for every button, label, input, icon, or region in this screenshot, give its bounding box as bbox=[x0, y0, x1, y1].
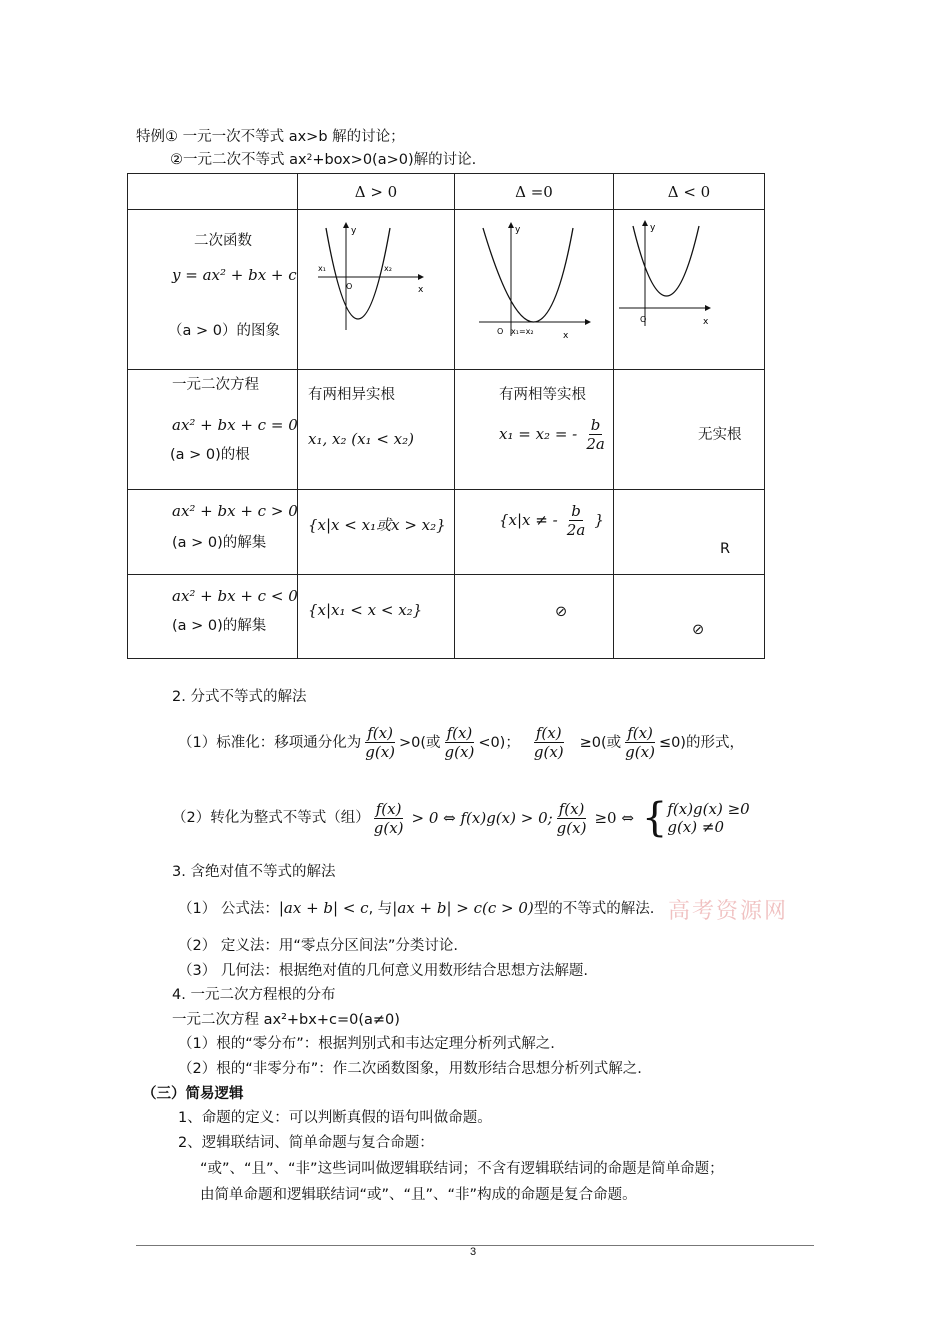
roots-cell-zero bbox=[455, 370, 614, 490]
section4-title: 4. 一元二次方程根的分布 bbox=[172, 987, 336, 1003]
section4-item2: （2）根的“非零分布”：作二次函数图象，用数形结合思想分析列式解之. bbox=[178, 1061, 642, 1077]
section3-item3: （3） 几何法：根据绝对值的几何意义用数形结合思想方法解题. bbox=[178, 963, 588, 979]
roots-positive-text: 有两相异实根 bbox=[308, 387, 395, 403]
row-graph-label bbox=[128, 210, 298, 370]
lt-cell-zero bbox=[455, 575, 614, 659]
gt-cell-negative bbox=[614, 490, 765, 575]
lt-label-eq: ax² + bx + c < 0 bbox=[172, 587, 298, 605]
row-gt-label bbox=[128, 490, 298, 575]
graph3-y-label: y bbox=[650, 223, 656, 233]
header-delta-zero: Δ =0 bbox=[455, 174, 614, 210]
gt-negative-set: R bbox=[720, 541, 731, 557]
roots-zero-math: x₁ = x₂ = - $\frac{b}{2a}$ bbox=[499, 416, 605, 453]
roots-cell-positive bbox=[298, 370, 455, 490]
roots-zero-text: 有两相等实根 bbox=[499, 387, 586, 403]
graph-cell-positive bbox=[298, 210, 455, 370]
graph1-origin-label: O bbox=[346, 282, 353, 291]
graph1-x2-label: x₂ bbox=[384, 264, 392, 273]
header-empty-cell bbox=[128, 174, 298, 210]
logic-item2: 2、逻辑联结词、简单命题与复合命题： bbox=[178, 1135, 434, 1151]
graph-label-cond: （a > 0）的图象 bbox=[168, 323, 280, 339]
gt-label-eq: ax² + bx + c > 0 bbox=[172, 502, 298, 520]
intro-line-2: ②一元二次不等式 $ax^2+box>0(a>0)$解的讨论. bbox=[170, 152, 477, 168]
logic-line3: “或”、“且”、“非”这些词叫做逻辑联结词；不含有逻辑联结词的命题是简单命题； bbox=[200, 1161, 724, 1177]
lt-label-cond: (a > 0)的解集 bbox=[172, 618, 267, 634]
parabola-no-root-graph bbox=[619, 216, 729, 336]
parabola-double-root-graph bbox=[475, 218, 595, 343]
graph-cell-zero bbox=[455, 210, 614, 370]
logic-heading: （三）简易逻辑 bbox=[142, 1086, 244, 1102]
gt-cell-zero bbox=[455, 490, 614, 575]
roots-cell-negative bbox=[614, 370, 765, 490]
roots-negative-text: 无实根 bbox=[698, 427, 742, 443]
gt-positive-set: {x|x < x₁或x > x₂} bbox=[308, 516, 446, 534]
roots-positive-math: x₁, x₂ (x₁ < x₂) bbox=[308, 430, 415, 448]
gt-zero-set: {x|x ≠ - $\frac{b}{2a}$ } bbox=[499, 502, 604, 539]
lt-cell-positive bbox=[298, 575, 455, 659]
lt-zero-empty: ⊘ bbox=[555, 604, 568, 620]
section3-title: 3. 含绝对值不等式的解法 bbox=[172, 864, 336, 880]
graph2-y-label: y bbox=[515, 225, 521, 235]
quadratic-table bbox=[127, 173, 765, 659]
section4-line1: 一元二次方程 ax²+bx+c=0(a≠0) bbox=[172, 1012, 400, 1028]
roots-label-title: 一元二次方程 bbox=[172, 377, 259, 393]
row-lt-label bbox=[128, 575, 298, 659]
roots-label-cond: (a > 0)的根 bbox=[170, 447, 250, 463]
header-delta-positive: Δ > 0 bbox=[298, 174, 455, 210]
graph2-x-label: x bbox=[563, 331, 569, 341]
roots-label-eq: ax² + bx + c = 0 bbox=[172, 416, 298, 434]
graph-label-eq: y = ax² + bx + c bbox=[172, 266, 297, 284]
section4-item1: （1）根的“零分布”：根据判别式和韦达定理分析列式解之. bbox=[178, 1036, 555, 1052]
graph-label-title: 二次函数 bbox=[194, 233, 252, 249]
graph2-x12-label: x₁=x₂ bbox=[511, 327, 534, 336]
lt-positive-set: {x|x₁ < x < x₂} bbox=[308, 601, 423, 619]
logic-line4: 由简单命题和逻辑联结词“或”、“且”、“非”构成的命题是复合命题。 bbox=[200, 1187, 637, 1203]
page-number: 3 bbox=[470, 1246, 477, 1258]
watermark-logo: 高考资源网 bbox=[668, 899, 789, 924]
lt-negative-empty: ⊘ bbox=[692, 622, 705, 638]
section2-item1: （1）标准化：移项通分化为 $\frac{f(x)}{g(x)}$ >0(或 $\frac{f(x)}{g(x)}$ <0)； $\frac{f(x)}{g(x)}$ ≥0(或 $\frac{f(x)}{g(x)}$ ≤0)的形式， bbox=[178, 724, 744, 761]
graph1-y-label: y bbox=[351, 226, 357, 236]
section2-title: 2. 分式不等式的解法 bbox=[172, 689, 307, 705]
section2-item2: （2）转化为整式不等式（组） $\frac{f(x)}{g(x)}$ > 0 ⇔ f(x)g(x) > 0; $\frac{f(x)}{g(x)}$ ≥0 ⇔ { f(x)g(x) ≥0 g(x) ≠0 bbox=[172, 795, 750, 841]
graph2-origin-label: O bbox=[497, 327, 504, 336]
graph3-x-label: x bbox=[703, 317, 709, 327]
graph1-x-label: x bbox=[418, 285, 424, 295]
parabola-two-roots-graph bbox=[318, 220, 428, 340]
logic-item1: 1、命题的定义：可以判断真假的语句叫做命题。 bbox=[178, 1110, 492, 1126]
row-roots-label bbox=[128, 370, 298, 490]
gt-label-cond: (a > 0)的解集 bbox=[172, 535, 267, 551]
graph1-x1-label: x₁ bbox=[318, 264, 326, 273]
lt-cell-negative bbox=[614, 575, 765, 659]
graph-cell-negative bbox=[614, 210, 765, 370]
header-delta-negative: Δ < 0 bbox=[614, 174, 765, 210]
intro-line-1: 特例① 一元一次不等式 ax>b 解的讨论； bbox=[136, 129, 405, 145]
section3-item2: （2） 定义法：用“零点分区间法”分类讨论. bbox=[178, 938, 458, 954]
graph3-origin-label: O bbox=[640, 315, 647, 324]
gt-cell-positive bbox=[298, 490, 455, 575]
section3-item1: （1） 公式法：|ax + b| < c, 与|ax + b| > c(c > 0)型的不等式的解法. bbox=[178, 899, 655, 917]
